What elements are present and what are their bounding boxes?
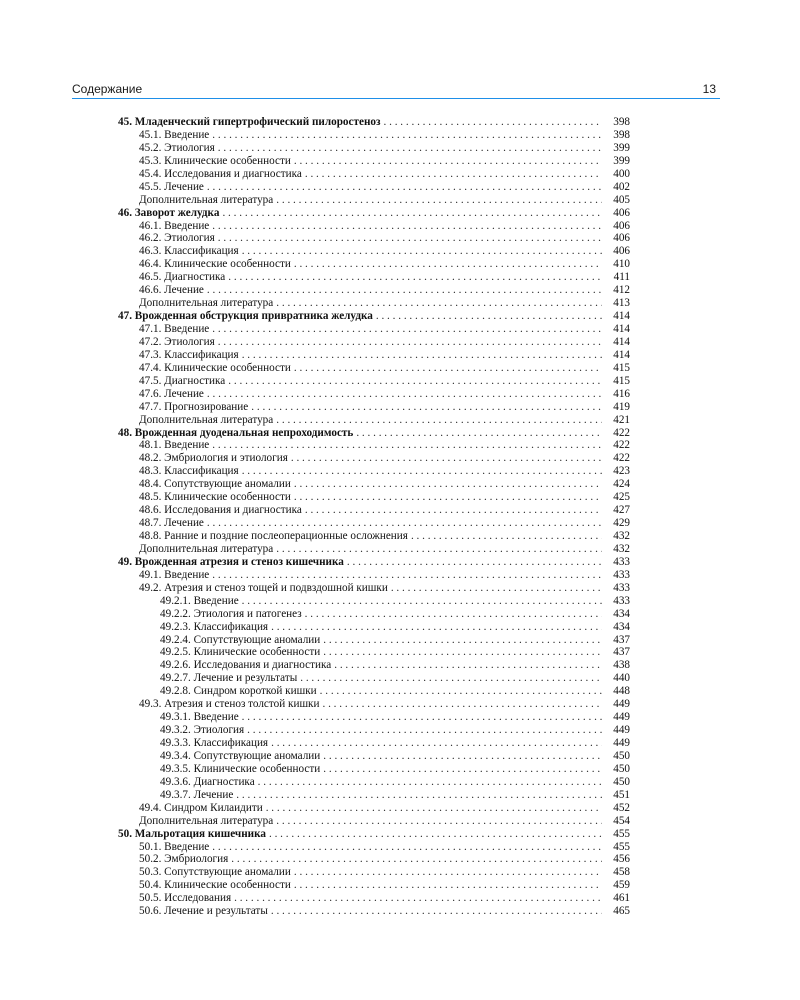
toc-section-entry[interactable]	[118, 155, 630, 168]
toc-entry-label: 46.1. Введение	[139, 219, 210, 232]
toc-entry-page-number: 455	[613, 827, 630, 840]
toc-dot-leader	[305, 504, 602, 517]
table-of-contents	[118, 116, 630, 918]
toc-entry-page-number: 406	[613, 245, 630, 258]
toc-entry-page-number: 461	[613, 892, 630, 905]
toc-dot-leader	[356, 427, 602, 440]
toc-entry-page-number: 437	[613, 633, 630, 646]
toc-section-entry[interactable]	[118, 220, 630, 233]
toc-entry-label: 50.3. Сопутствующие аномалии	[139, 866, 291, 879]
toc-entry-label: 45. Младенческий гипертрофический пилоростеноз	[118, 116, 381, 128]
toc-dot-leader	[294, 866, 602, 879]
toc-entry-page-number: 398	[613, 128, 630, 141]
toc-entry-page-number: 433	[613, 568, 630, 581]
toc-entry-label: 49.1. Введение	[139, 568, 210, 581]
toc-section-entry[interactable]	[118, 323, 630, 336]
toc-dot-leader	[234, 892, 602, 905]
toc-entry-label: Дополнительная литература	[139, 193, 274, 206]
toc-entry-label: 46.6. Лечение	[139, 284, 204, 297]
toc-dot-leader	[271, 621, 602, 634]
toc-dot-leader	[212, 129, 602, 142]
toc-entry-label: 48. Врожденная дуоденальная непроходимость	[118, 426, 354, 439]
toc-dot-leader	[294, 362, 602, 375]
toc-entry-label: 50.4. Клинические особенности	[139, 879, 291, 892]
toc-entry-label: 49.2.2. Этиология и патогенез	[160, 607, 302, 620]
toc-section-entry[interactable]	[118, 414, 630, 427]
toc-section-entry[interactable]	[118, 336, 630, 349]
toc-section-entry[interactable]	[118, 879, 630, 892]
toc-entry-page-number: 438	[613, 659, 630, 672]
toc-entry-label: 48.1. Введение	[139, 439, 210, 452]
toc-entry-label: 47.1. Введение	[139, 323, 210, 335]
toc-chapter-entry[interactable]	[118, 427, 630, 440]
toc-section-entry[interactable]	[118, 465, 630, 478]
toc-subsection-entry[interactable]	[118, 750, 630, 763]
toc-entry-label: 48.3. Классификация	[139, 465, 239, 478]
toc-entry-label: 49. Врожденная атрезия и стеноз кишечника	[118, 555, 344, 568]
toc-dot-leader	[411, 530, 602, 543]
toc-entry-page-number: 400	[613, 167, 630, 180]
toc-section-entry[interactable]	[118, 841, 630, 854]
toc-entry-page-number: 419	[613, 400, 630, 413]
toc-section-entry[interactable]	[118, 866, 630, 879]
toc-entry-label: 49.2.6. Исследования и диагностика	[160, 659, 332, 672]
toc-section-entry[interactable]	[118, 517, 630, 530]
toc-dot-leader	[323, 646, 602, 659]
toc-section-entry[interactable]	[118, 232, 630, 245]
toc-entry-label: 47.3. Классификация	[139, 348, 239, 361]
toc-dot-leader	[207, 181, 602, 194]
toc-dot-leader	[291, 452, 602, 465]
toc-section-entry[interactable]	[118, 530, 630, 543]
toc-entry-label: 50.1. Введение	[139, 840, 210, 853]
toc-entry-label: Дополнительная литература	[139, 297, 274, 310]
toc-dot-leader	[276, 297, 602, 310]
toc-entry-label: 49.2.8. Синдром короткой кишки	[160, 685, 317, 698]
toc-entry-label: 47.2. Этиология	[139, 335, 215, 348]
toc-subsection-entry[interactable]	[118, 608, 630, 621]
toc-entry-page-number: 433	[613, 581, 630, 594]
toc-entry-page-number: 449	[613, 711, 630, 724]
toc-entry-label: 48.6. Исследования и диагностика	[139, 504, 302, 517]
toc-dot-leader	[294, 155, 602, 168]
toc-entry-page-number: 399	[613, 141, 630, 154]
toc-entry-page-number: 424	[613, 478, 630, 491]
toc-dot-leader	[247, 724, 602, 737]
toc-entry-page-number: 427	[613, 504, 630, 517]
toc-section-entry[interactable]	[118, 297, 630, 310]
toc-entry-label: 46.4. Клинические особенности	[139, 258, 291, 271]
toc-entry-label: Дополнительная литература	[139, 542, 274, 555]
toc-entry-label: 48.4. Сопутствующие аномалии	[139, 478, 291, 491]
toc-entry-page-number: 422	[613, 439, 630, 452]
toc-section-entry[interactable]	[118, 271, 630, 284]
toc-entry-page-number: 455	[613, 840, 630, 853]
toc-entry-label: 46.2. Этиология	[139, 232, 215, 245]
toc-dot-leader	[334, 659, 602, 672]
toc-subsection-entry[interactable]	[118, 646, 630, 659]
toc-subsection-entry[interactable]	[118, 737, 630, 750]
toc-entry-label: 49.3.2. Этиология	[160, 724, 245, 737]
toc-dot-leader	[212, 220, 602, 233]
toc-entry-page-number: 456	[613, 853, 630, 866]
toc-chapter-entry[interactable]	[118, 828, 630, 841]
toc-dot-leader	[212, 841, 602, 854]
toc-entry-page-number: 458	[613, 866, 630, 879]
toc-section-entry[interactable]	[118, 375, 630, 388]
toc-entry-page-number: 415	[613, 374, 630, 387]
toc-subsection-entry[interactable]	[118, 672, 630, 685]
toc-entry-page-number: 433	[613, 594, 630, 607]
toc-dot-leader	[276, 194, 602, 207]
toc-entry-page-number: 398	[613, 116, 630, 128]
toc-entry-label: 49.3.4. Сопутствующие аномалии	[160, 749, 321, 762]
toc-entry-label: 46. Заворот желудка	[118, 206, 220, 219]
toc-entry-page-number: 416	[613, 387, 630, 400]
toc-section-entry[interactable]	[118, 543, 630, 556]
toc-entry-label: 49.2.1. Введение	[160, 594, 239, 607]
toc-entry-page-number: 432	[613, 530, 630, 542]
toc-section-entry[interactable]	[118, 258, 630, 271]
toc-section-entry[interactable]	[118, 815, 630, 828]
toc-subsection-entry[interactable]	[118, 763, 630, 776]
toc-dot-leader	[236, 789, 602, 802]
toc-entry-label: 49.3.5. Клинические особенности	[160, 762, 321, 775]
toc-dot-leader	[228, 271, 602, 284]
toc-dot-leader	[376, 310, 602, 323]
toc-entry-page-number: 406	[613, 232, 630, 245]
toc-dot-leader	[266, 802, 602, 815]
toc-chapter-entry[interactable]	[118, 116, 630, 129]
toc-entry-label: 46.5. Диагностика	[139, 271, 226, 284]
toc-entry-page-number: 449	[613, 737, 630, 749]
toc-entry-label: 49.2.5. Клинические особенности	[160, 646, 321, 659]
toc-entry-label: 50.5. Исследования	[139, 892, 232, 905]
toc-section-entry[interactable]	[118, 284, 630, 297]
toc-dot-leader	[276, 543, 602, 556]
toc-dot-leader	[242, 245, 602, 258]
toc-entry-page-number: 449	[613, 724, 630, 737]
toc-dot-leader	[391, 582, 602, 595]
toc-dot-leader	[242, 465, 602, 478]
toc-entry-label: 49.3.7. Лечение	[160, 788, 234, 801]
toc-entry-page-number: 413	[613, 297, 630, 310]
toc-entry-page-number: 412	[613, 284, 630, 297]
toc-section-entry[interactable]	[118, 439, 630, 452]
toc-entry-page-number: 414	[613, 348, 630, 361]
toc-entry-page-number: 448	[613, 685, 630, 698]
toc-dot-leader	[294, 258, 602, 271]
toc-entry-label: 47.4. Клинические особенности	[139, 361, 291, 374]
running-header-title: Содержание	[72, 82, 143, 96]
toc-section-entry[interactable]	[118, 478, 630, 491]
toc-entry-label: 47. Врожденная обструкция привратника желудка	[118, 310, 373, 323]
toc-dot-leader	[207, 388, 602, 401]
toc-chapter-entry[interactable]	[118, 556, 630, 569]
toc-entry-page-number: 411	[613, 271, 630, 284]
toc-subsection-entry[interactable]	[118, 621, 630, 634]
toc-dot-leader	[242, 711, 602, 724]
toc-entry-label: 49.2.3. Классификация	[160, 620, 269, 633]
toc-entry-label: 48.8. Ранние и поздние послеоперационные осложнения	[139, 530, 408, 542]
toc-dot-leader	[258, 776, 602, 789]
toc-entry-page-number: 450	[613, 762, 630, 775]
toc-entry-label: Дополнительная литература	[139, 413, 274, 426]
toc-entry-label: 45.2. Этиология	[139, 141, 215, 154]
toc-entry-page-number: 459	[613, 879, 630, 892]
toc-dot-leader	[212, 439, 602, 452]
toc-entry-label: 49.3.1. Введение	[160, 711, 239, 724]
toc-dot-leader	[269, 828, 602, 841]
toc-dot-leader	[305, 608, 602, 621]
toc-entry-page-number: 414	[613, 335, 630, 348]
toc-entry-label: 45.3. Клинические особенности	[139, 154, 291, 167]
toc-entry-page-number: 450	[613, 749, 630, 762]
page-number: 13	[702, 82, 716, 96]
toc-entry-page-number: 414	[613, 323, 630, 335]
toc-entry-label: Дополнительная литература	[139, 814, 274, 827]
toc-dot-leader	[294, 879, 602, 892]
toc-entry-page-number: 450	[613, 775, 630, 788]
toc-entry-page-number: 410	[613, 258, 630, 271]
toc-subsection-entry[interactable]	[118, 685, 630, 698]
toc-section-entry[interactable]	[118, 905, 630, 918]
toc-entry-label: 49.3.6. Диагностика	[160, 775, 255, 788]
toc-entry-label: 47.7. Прогнозирование	[139, 400, 249, 413]
toc-section-entry[interactable]	[118, 362, 630, 375]
toc-dot-leader	[305, 168, 602, 181]
toc-section-entry[interactable]	[118, 142, 630, 155]
toc-section-entry[interactable]	[118, 349, 630, 362]
toc-entry-label: 48.2. Эмбриология и этиология	[139, 452, 288, 465]
toc-dot-leader	[228, 375, 602, 388]
toc-entry-page-number: 434	[613, 620, 630, 633]
toc-entry-label: 46.3. Классификация	[139, 245, 239, 258]
toc-dot-leader	[218, 232, 602, 245]
toc-entry-page-number: 421	[613, 413, 630, 426]
toc-chapter-entry[interactable]	[118, 207, 630, 220]
toc-subsection-entry[interactable]	[118, 595, 630, 608]
toc-section-entry[interactable]	[118, 129, 630, 142]
toc-entry-label: 49.3. Атрезия и стеноз толстой кишки	[139, 698, 320, 711]
toc-section-entry[interactable]	[118, 181, 630, 194]
toc-subsection-entry[interactable]	[118, 659, 630, 672]
toc-dot-leader	[207, 284, 602, 297]
toc-entry-page-number: 432	[613, 542, 630, 555]
toc-dot-leader	[294, 478, 602, 491]
toc-dot-leader	[212, 323, 602, 336]
page-header	[72, 82, 720, 98]
toc-entry-label: 45.5. Лечение	[139, 180, 204, 193]
toc-dot-leader	[242, 349, 602, 362]
toc-dot-leader	[323, 763, 602, 776]
toc-entry-label: 49.2. Атрезия и стеноз тощей и подвздошной кишки	[139, 581, 388, 594]
toc-entry-page-number: 415	[613, 361, 630, 374]
toc-entry-page-number: 414	[613, 310, 630, 323]
toc-entry-label: 45.4. Исследования и диагностика	[139, 167, 302, 180]
toc-entry-label: 50.6. Лечение и результаты	[139, 905, 268, 918]
toc-section-entry[interactable]	[118, 194, 630, 207]
toc-entry-page-number: 422	[613, 452, 630, 465]
toc-subsection-entry[interactable]	[118, 724, 630, 737]
toc-entry-page-number: 437	[613, 646, 630, 659]
toc-dot-leader	[222, 207, 602, 220]
toc-entry-page-number: 451	[613, 788, 630, 801]
toc-entry-label: 49.2.4. Сопутствующие аномалии	[160, 633, 321, 646]
toc-section-entry[interactable]	[118, 168, 630, 181]
toc-entry-page-number: 440	[613, 672, 630, 685]
toc-entry-page-number: 422	[613, 426, 630, 439]
toc-entry-page-number: 454	[613, 814, 630, 827]
toc-section-entry[interactable]	[118, 853, 630, 866]
toc-entry-label: 48.5. Клинические особенности	[139, 491, 291, 504]
toc-subsection-entry[interactable]	[118, 711, 630, 724]
toc-entry-label: 49.3.3. Классификация	[160, 737, 269, 749]
toc-dot-leader	[323, 750, 602, 763]
toc-subsection-entry[interactable]	[118, 776, 630, 789]
toc-section-entry[interactable]	[118, 245, 630, 258]
toc-section-entry[interactable]	[118, 401, 630, 414]
toc-dot-leader	[218, 142, 602, 155]
toc-dot-leader	[276, 815, 602, 828]
toc-dot-leader	[251, 401, 602, 414]
toc-dot-leader	[271, 737, 602, 750]
toc-entry-page-number: 449	[613, 698, 630, 711]
toc-dot-leader	[207, 517, 602, 530]
toc-dot-leader	[276, 414, 602, 427]
header-rule	[72, 98, 720, 99]
toc-section-entry[interactable]	[118, 504, 630, 517]
toc-dot-leader	[242, 595, 602, 608]
toc-section-entry[interactable]	[118, 491, 630, 504]
toc-entry-label: 49.4. Синдром Килаидити	[139, 801, 263, 814]
toc-entry-label: 47.5. Диагностика	[139, 374, 226, 387]
toc-section-entry[interactable]	[118, 892, 630, 905]
toc-entry-label: 45.1. Введение	[139, 128, 210, 141]
toc-entry-page-number: 465	[613, 905, 630, 918]
toc-dot-leader	[294, 491, 602, 504]
toc-dot-leader	[212, 569, 602, 582]
toc-dot-leader	[231, 853, 602, 866]
toc-dot-leader	[271, 905, 602, 918]
toc-entry-page-number: 402	[613, 180, 630, 193]
toc-entry-page-number: 433	[613, 555, 630, 568]
toc-entry-page-number: 406	[613, 219, 630, 232]
toc-entry-label: 49.2.7. Лечение и результаты	[160, 672, 298, 685]
toc-dot-leader	[300, 672, 602, 685]
toc-dot-leader	[347, 556, 602, 569]
toc-section-entry[interactable]	[118, 569, 630, 582]
toc-dot-leader	[384, 116, 603, 129]
toc-section-entry[interactable]	[118, 388, 630, 401]
toc-subsection-entry[interactable]	[118, 789, 630, 802]
toc-entry-page-number: 434	[613, 607, 630, 620]
toc-entry-label: 47.6. Лечение	[139, 387, 204, 400]
toc-entry-page-number: 423	[613, 465, 630, 478]
toc-entry-label: 50. Мальротация кишечника	[118, 827, 266, 840]
toc-section-entry[interactable]	[118, 698, 630, 711]
toc-entry-page-number: 399	[613, 154, 630, 167]
toc-dot-leader	[218, 336, 602, 349]
toc-entry-page-number: 405	[613, 193, 630, 206]
toc-section-entry[interactable]	[118, 452, 630, 465]
toc-entry-page-number: 425	[613, 491, 630, 504]
toc-chapter-entry[interactable]	[118, 310, 630, 323]
toc-section-entry[interactable]	[118, 582, 630, 595]
toc-dot-leader	[323, 634, 602, 647]
toc-entry-page-number: 406	[613, 206, 630, 219]
toc-entry-page-number: 429	[613, 517, 630, 530]
toc-dot-leader	[322, 698, 602, 711]
toc-section-entry[interactable]	[118, 802, 630, 815]
toc-entry-label: 48.7. Лечение	[139, 517, 204, 530]
toc-entry-page-number: 452	[613, 801, 630, 814]
toc-subsection-entry[interactable]	[118, 634, 630, 647]
toc-dot-leader	[320, 685, 602, 698]
toc-entry-label: 50.2. Эмбриология	[139, 853, 229, 866]
